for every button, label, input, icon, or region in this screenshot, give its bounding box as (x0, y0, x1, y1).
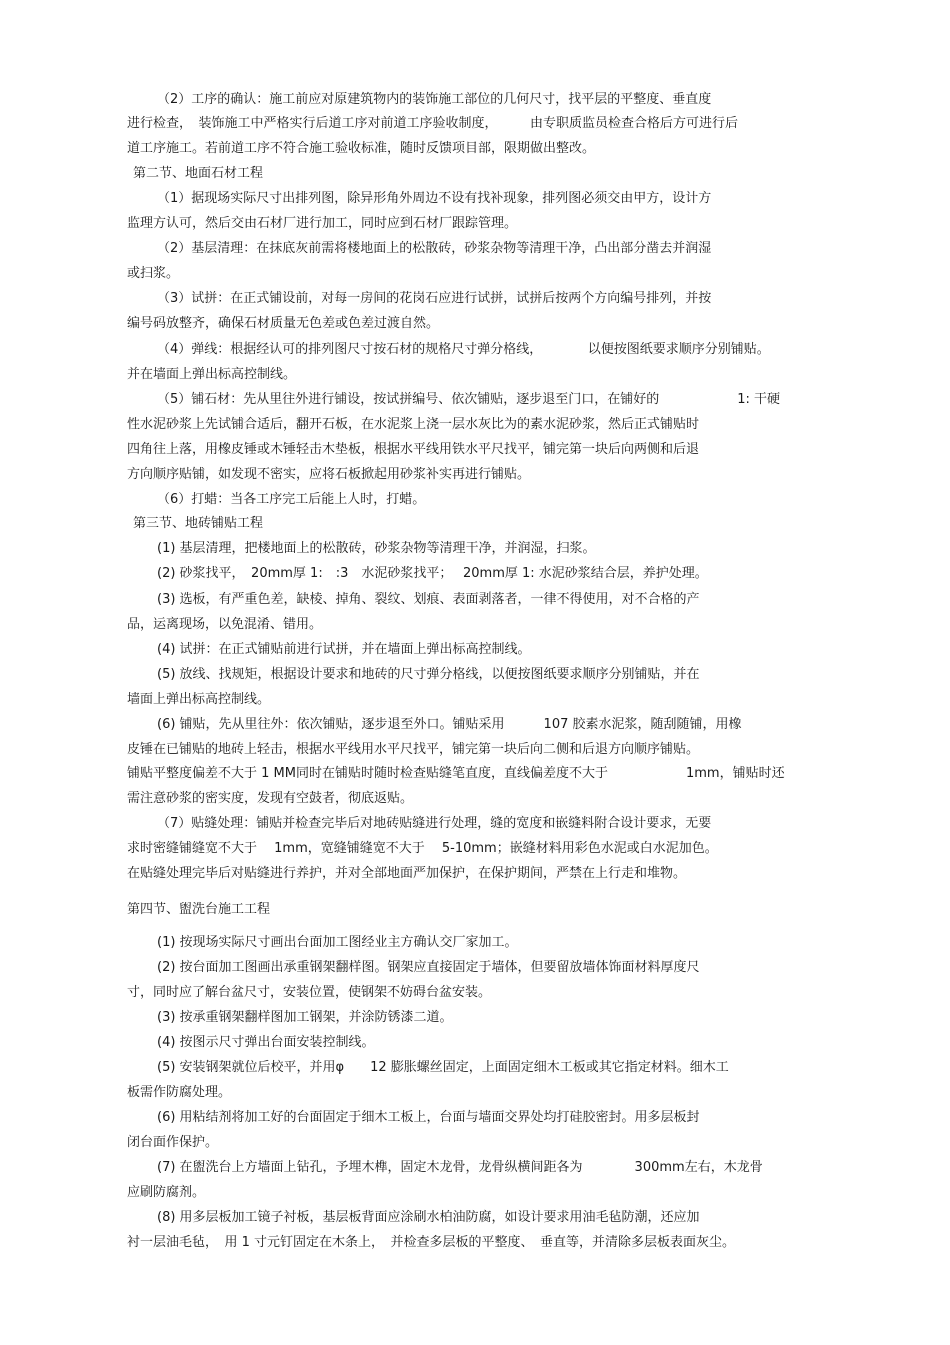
text-line: (6) 用粘结剂将加工好的台面固定于细木工板上，台面与墙面交界处均打硅胶密封。用多层板封 (157, 1110, 700, 1125)
text-line: （4）弹线：根据经认可的排列图尺寸按石材的规格尺寸弹分格线， 以便按图纸要求顺序分别铺贴。 (157, 342, 770, 357)
text-line: （7）贴缝处理：铺贴并检查完毕后对地砖贴缝进行处理，缝的宽度和嵌缝料附合设计要求，无要 (157, 816, 712, 831)
text-line: 并在墙面上弹出标高控制线。 (127, 367, 297, 382)
text-line: （2）工序的确认：施工前应对原建筑物内的装饰施工部位的几何尺寸，找平层的平整度、垂直度 (157, 92, 712, 107)
text-line: （1）据现场实际尺寸出排列图，除异形角外周边不设有找补现象，排列图必须交由甲方，设计方 (157, 191, 712, 206)
text-line: 性水泥砂浆上先试铺合适后，翻开石板，在水泥浆上浇一层水灰比为的素水泥砂浆，然后正式铺贴时 (127, 417, 700, 432)
text-line: (6) 铺贴，先从里往外：依次铺贴，逐步退至外口。铺贴采用 107 胶素水泥浆，随刮随铺，用橡 (157, 717, 742, 732)
text-line: (8) 用多层板加工镜子衬板，基层板背面应涂刷水柏油防腐，如设计要求用油毛毡防潮，还应加 (157, 1210, 700, 1225)
text-line: 监理方认可，然后交由石材厂进行加工，同时应到石材厂跟踪管理。 (127, 216, 518, 231)
section-heading: 第三节、地砖铺贴工程 (133, 516, 264, 531)
text-line: 编号码放整齐，确保石材质量无色差或色差过渡自然。 (127, 316, 440, 331)
text-line: (5) 安装钢架就位后校平，并用φ 12 膨胀螺丝固定，上面固定细木工板或其它指定材料。细木工 (157, 1060, 729, 1075)
text-line: 寸，同时应了解台盆尺寸，安装位置，使钢架不妨碍台盆安装。 (127, 985, 492, 1000)
text-line: 四角往上落，用橡皮锤或木锤轻击木垫板，根据水平线用铁水平尺找平，铺完第一块后向两侧和后退 (127, 442, 700, 457)
text-line: (2) 按台面加工图画出承重钢架翻样图。钢架应直接固定于墙体，但要留放墙体饰面材料厚度尺 (157, 960, 700, 975)
text-line: 墙面上弹出标高控制线。 (127, 692, 271, 707)
text-line: 铺贴平整度偏差不大于 1 MM同时在铺贴时随时检查贴缝笔直度，直线偏差度不大于 1mm，铺贴时还 (127, 766, 785, 781)
text-line: 衬一层油毛毡， 用 1 寸元钉固定在木条上， 并检查多层板的平整度、 垂直等，并清除多层板表面灰尘。 (127, 1235, 736, 1250)
text-line: 应刷防腐剂。 (127, 1185, 206, 1200)
text-line: （5）铺石材：先从里往外进行铺设，按试拼编号、依次铺贴，逐步退至门口，在铺好的 1: 干硬 (157, 392, 781, 407)
text-line: (3) 按承重钢架翻样图加工钢架，并涂防锈漆二道。 (157, 1010, 453, 1025)
text-line: 或扫浆。 (127, 266, 180, 281)
text-line: (2) 砂浆找平， 20mm厚 1: :3 水泥砂浆找平； 20mm厚 1: 水泥砂浆结合层，养护处理。 (157, 566, 708, 581)
text-line: (5) 放线、找规矩，根据设计要求和地砖的尺寸弹分格线，以便按图纸要求顺序分别铺贴，并在 (157, 667, 700, 682)
section-heading: 第四节、盥洗台施工工程 (127, 902, 271, 917)
text-line: 皮锤在已铺贴的地砖上轻击，根据水平线用水平尺找平，铺完第一块后向二侧和后退方向顺序铺贴。 (127, 742, 700, 757)
text-line: 进行检查， 装饰施工中严格实行后道工序对前道工序验收制度， 由专职质监员检查合格后方可进行后 (127, 116, 739, 131)
text-line: 方向顺序贴铺，如发现不密实，应将石板掀起用砂浆补实再进行铺贴。 (127, 467, 531, 482)
section-heading: 第二节、地面石材工程 (133, 166, 264, 181)
text-line: （6）打蜡：当各工序完工后能上人时，打蜡。 (157, 492, 426, 507)
text-line: (1) 按现场实际尺寸画出台面加工图经业主方确认交厂家加工。 (157, 935, 518, 950)
text-line: 板需作防腐处理。 (127, 1085, 232, 1100)
text-line: (7) 在盥洗台上方墙面上钻孔，予埋木榫，固定木龙骨，龙骨纵横间距各为 300mm左右，木龙骨 (157, 1160, 763, 1175)
text-line: 品，运离现场，以免混淆、错用。 (127, 617, 323, 632)
text-line: (4) 试拼：在正式铺贴前进行试拼，并在墙面上弹出标高控制线。 (157, 642, 531, 657)
text-line: 在贴缝处理完毕后对贴缝进行养护，并对全部地面严加保护，在保护期间，严禁在上行走和堆物。 (127, 866, 687, 881)
text-line: (3) 选板，有严重色差，缺棱、掉角、裂纹、划痕、表面剥落者，一律不得使用，对不合格的产 (157, 592, 700, 607)
text-line: 需注意砂浆的密实度，发现有空鼓者，彻底返贴。 (127, 791, 414, 806)
text-line: 道工序施工。若前道工序不符合施工验收标准，随时反馈项目部，限期做出整改。 (127, 141, 596, 156)
text-line: (1) 基层清理，把楼地面上的松散砖，砂浆杂物等清理干净，并润湿，扫浆。 (157, 541, 596, 556)
text-line: （3）试拼：在正式铺设前，对每一房间的花岗石应进行试拼，试拼后按两个方向编号排列，并按 (157, 291, 712, 306)
text-line: 求时密缝铺缝宽不大于 1mm，宽缝铺缝宽不大于 5-10mm；嵌缝材料用彩色水泥或白水泥加色。 (127, 841, 718, 856)
text-line: 闭台面作保护。 (127, 1135, 219, 1150)
text-line: （2）基层清理：在抹底灰前需将楼地面上的松散砖，砂浆杂物等清理干净，凸出部分凿去并润湿 (157, 241, 712, 256)
text-line: (4) 按图示尺寸弹出台面安装控制线。 (157, 1035, 375, 1050)
